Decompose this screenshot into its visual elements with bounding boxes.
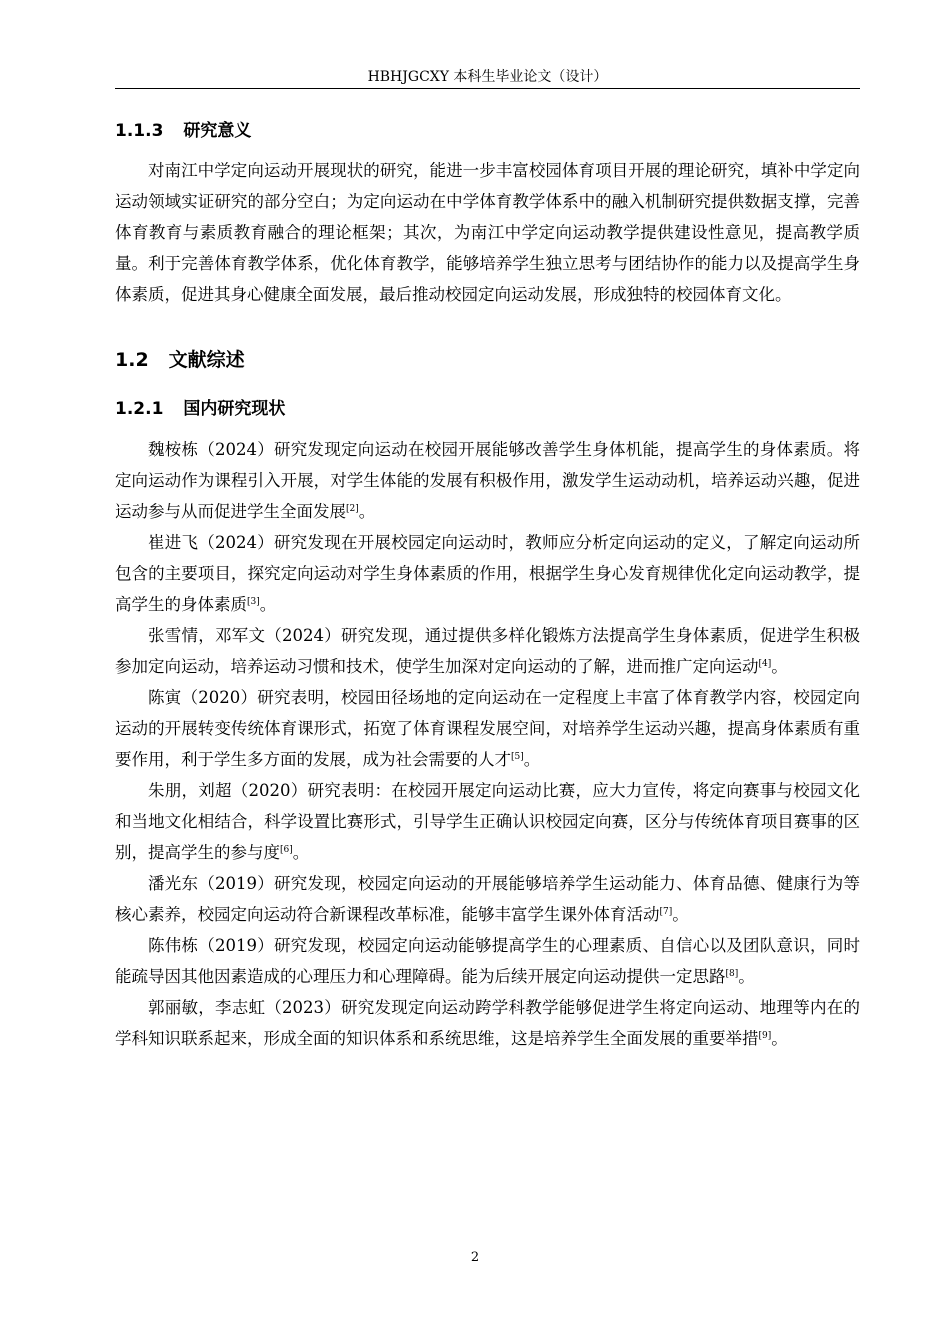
section-title: 国内研究现状	[183, 399, 286, 419]
section-title: 研究意义	[183, 121, 252, 141]
literature-paragraph	[115, 930, 860, 992]
paragraph-end: 。	[358, 502, 376, 521]
paragraph-end: 。	[292, 843, 310, 862]
page-header: HBHJGCXY 本科生毕业论文（设计）	[367, 69, 608, 85]
citation-ref: [4]	[758, 659, 772, 669]
section-heading-1-2-1	[115, 398, 860, 420]
citation-ref: [7]	[659, 907, 673, 917]
literature-paragraph	[115, 434, 860, 527]
paragraph-text: 崔进飞（2024）研究发现在开展校园定向运动时，教师应分析定向运动的定义，了解定向运动所包含的主要项目，探究定向运动对学生身体素质的作用，根据学生身心发育规律优化定向运动教学，提高学生的身体素质	[115, 533, 860, 614]
paragraph-text: 朱朋，刘超（2020）研究表明：在校园开展定向运动比赛，应大力宣传，将定向赛事与校园文化和当地文化相结合，科学设置比赛形式，引导学生正确认识校园定向赛，区分与传统体育项目赛事的区别，提高学生的参与度	[115, 781, 860, 862]
paragraph-end: 。	[523, 750, 541, 769]
citation-ref: [3]	[247, 597, 260, 607]
page-body	[115, 112, 860, 1054]
paragraph-text: 张雪情，邓军文（2024）研究发现，通过提供多样化锻炼方法提高学生身体素质，促进学生积极参加定向运动，培养运动习惯和技术，使学生加深对定向运动的了解，进而推广定向运动	[115, 626, 860, 676]
literature-paragraph	[115, 992, 860, 1054]
paragraph-end: 。	[738, 967, 755, 986]
paragraph-text: 郭丽敏，李志虹（2023）研究发现定向运动跨学科教学能够促进学生将定向运动、地理等内在的学科知识联系起来，形成全面的知识体系和系统思维，这是培养学生全面发展的重要举措	[115, 998, 860, 1048]
page-number: 2	[470, 1250, 480, 1265]
paragraph-end: 。	[771, 1029, 788, 1048]
literature-paragraph	[115, 620, 860, 682]
paragraph-end: 。	[259, 595, 277, 614]
paragraph-text: 魏桉栋（2024）研究发现定向运动在校园开展能够改善学生身体机能，提高学生的身体素质。将定向运动作为课程引入开展，对学生体能的发展有积极作用，激发学生运动动机，培养运动兴趣，促进运动参与从而促进学生全面发展	[115, 440, 860, 521]
citation-ref: [5]	[511, 752, 524, 762]
section-heading-1-2	[115, 348, 860, 372]
paragraph-end: 。	[672, 905, 689, 924]
literature-paragraph	[115, 868, 860, 930]
literature-paragraph	[115, 527, 860, 620]
section-number: 1.1.3	[115, 121, 164, 141]
section-number: 1.2.1	[115, 399, 164, 419]
section-title: 文献综述	[168, 349, 245, 371]
paragraph-text: 潘光东（2019）研究发现，校园定向运动的开展能够培养学生运动能力、体育品德、健康行为等核心素养，校园定向运动符合新课程改革标准，能够丰富学生课外体育活动	[115, 874, 860, 924]
section-heading-1-1-3	[115, 120, 860, 142]
paragraph-end: 。	[771, 657, 788, 676]
citation-ref: [6]	[280, 845, 293, 855]
citation-ref: [2]	[346, 504, 359, 514]
literature-paragraph	[115, 682, 860, 775]
literature-paragraph	[115, 775, 860, 868]
paragraph-text: 陈寅（2020）研究表明，校园田径场地的定向运动在一定程度上丰富了体育教学内容，校园定向运动的开展转变传统体育课形式，拓宽了体育课程发展空间，对培养学生运动兴趣，提高身体素质有重要作用，利于学生多方面的发展，成为社会需要的人才	[115, 688, 860, 769]
paragraph-text: 陈伟栋（2019）研究发现，校园定向运动能够提高学生的心理素质、自信心以及团队意识，同时能疏导因其他因素造成的心理压力和心理障碍。能为后续开展定向运动提供一定思路	[115, 936, 860, 986]
literature-review-paragraphs	[115, 434, 860, 1054]
section-number: 1.2	[115, 349, 149, 371]
citation-ref: [8]	[725, 969, 739, 979]
citation-ref: [9]	[758, 1031, 772, 1041]
paragraph-research-significance: 对南江中学定向运动开展现状的研究，能进一步丰富校园体育项目开展的理论研究，填补中学定向运动领域实证研究的部分空白；为定向运动在中学体育教学体系中的融入机制研究提供数据支撑，完善体育教育与素质教育融合的理论框架；其次，为南江中学定向运动教学提供建设性意见，提高教学质量。利于完善体育教学体系，优化体育教学，能够培养学生独立思考与团结协作的能力以及提高学生身体素质，促进其身心健康全面发展，最后推动校园定向运动发展，形成独特的校园体育文化。	[115, 161, 860, 304]
header-rule	[115, 88, 860, 89]
